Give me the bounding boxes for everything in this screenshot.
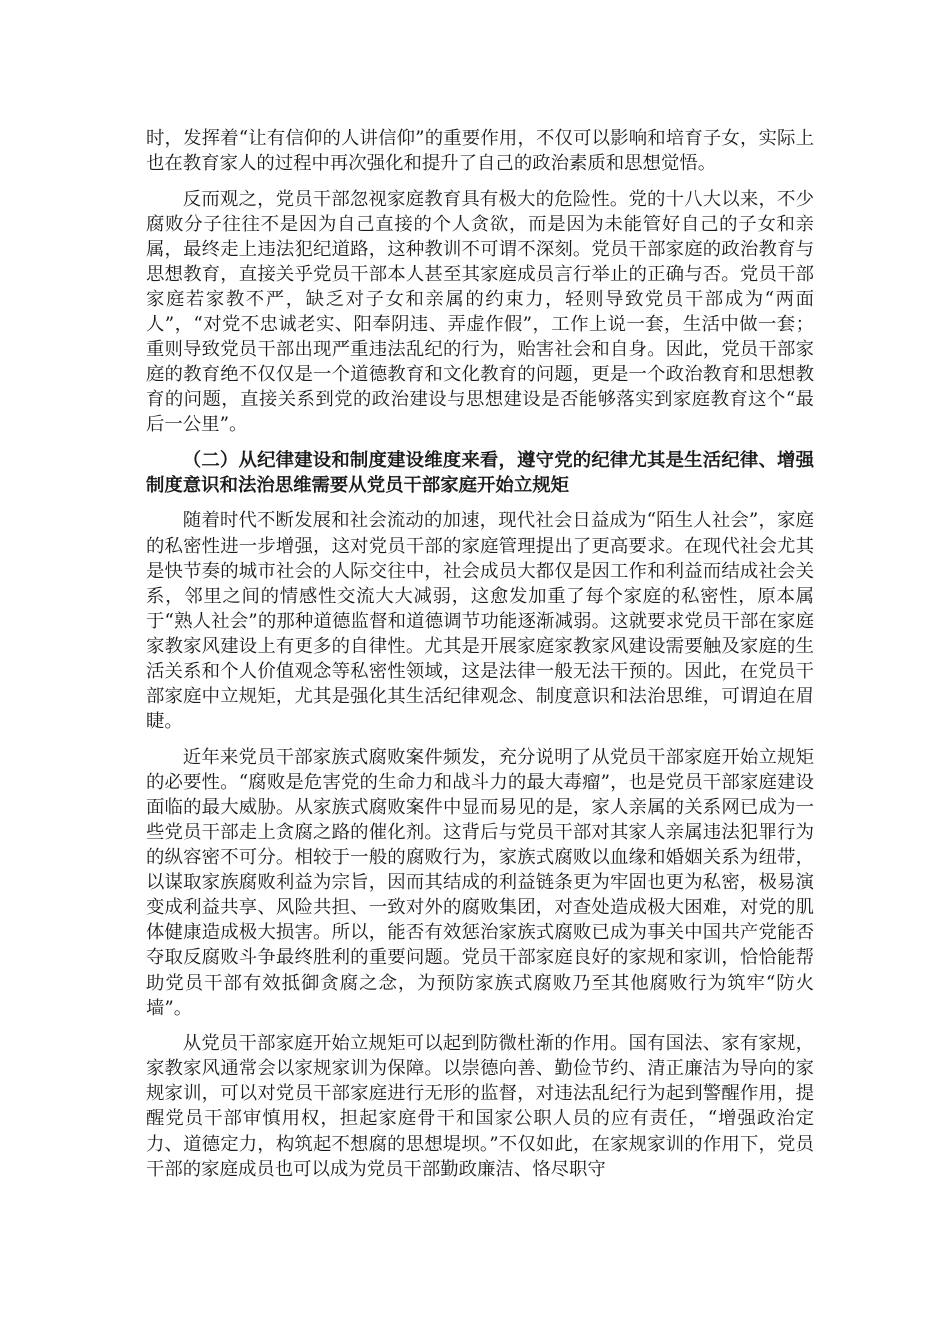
- paragraph-stranger-society: 随着时代不断发展和社会流动的加速，现代社会日益成为“陌生人社会”，家庭的私密性进一步增强，这对党员干部的家庭管理提出了更高要求。在现代社会尤其是快节奏的城市社会的人际交往中，社会成员大都仅是因工作和利益而结成社会关系，邻里之间的情感性交流大大减弱，这愈发加重了每个家庭的私密性，原本属于“熟人社会”的那种道德监督和道德调节功能逐渐减弱。这就要求党员干部在家庭家教家风建设上有更多的自律性。尤其是开展家庭家教家风建设需要触及家庭的生活关系和个人价值观念等私密性领域，这是法律一般无法干预的。因此，在党员干部家庭中立规矩，尤其是强化其生活纪律观念、制度意识和法治思维，可谓迫在眉睫。: [146, 510, 814, 733]
- section-heading-discipline: （二）从纪律建设和制度建设维度来看，遵守党的纪律尤其是生活纪律、增强制度意识和法治思维需要从党员干部家庭开始立规矩: [146, 449, 814, 496]
- paragraph-family-rules: 从党员干部家庭开始立规矩可以起到防微杜渐的作用。国有国法、家有家规，家教家风通常会以家规家训为保障。以崇德向善、勤俭节约、清正廉洁为导向的家规家训，可以对党员干部家庭进行无形的监督，对违法乱纪行为起到警醒作用，提醒党员干部审慎用权，担起家庭骨干和国家公职人员的应有责任，“增强政治定力、道德定力，构筑起不想腐的思想堤坝。”不仅如此，在家规家训的作用下，党员干部的家庭成员也可以成为党员干部勤政廉洁、恪尽职守: [146, 1033, 814, 1180]
- paragraph-danger-of-neglect: 反而观之，党员干部忽视家庭教育具有极大的危险性。党的十八大以来，不少腐败分子往往不是因为自己直接的个人贪欲，而是因为未能管好自己的子女和亲属，最终走上违法犯纪道路，这种教训不可谓不深刻。党员干部家庭的政治教育与思想教育，直接关乎党员干部本人甚至其家庭成员言行举止的正确与否。党员干部家庭若家教不严，缺乏对子女和亲属的约束力，轻则导致党员干部成为“两面人”，“对党不忠诚老实、阳奉阴违、弄虚作假”，工作上说一套，生活中做一套；重则导致党员干部出现严重违法乱纪的行为，贻害社会和自身。因此，党员干部家庭的教育绝不仅仅是一个道德教育和文化教育的问题，更是一个政治教育和思想教育的问题，直接关系到党的政治建设与思想建设是否能够落实到家庭教育这个“最后一公里”。: [146, 188, 814, 436]
- document-page: [146, 126, 814, 1192]
- paragraph-continued: 时，发挥着“让有信仰的人讲信仰”的重要作用，不仅可以影响和培育子女，实际上也在教育家人的过程中再次强化和提升了自己的政治素质和思想觉悟。: [146, 128, 814, 175]
- paragraph-family-corruption: 近年来党员干部家族式腐败案件频发，充分说明了从党员干部家庭开始立规矩的必要性。“腐败是危害党的生命力和战斗力的最大毒瘤”，也是党员干部家庭建设面临的最大威胁。从家族式腐败案件中显而易见的是，家人亲属的关系网已成为一些党员干部走上贪腐之路的催化剂。这背后与党员干部对其家人亲属违法犯罪行为的纵容密不可分。相较于一般的腐败行为，家族式腐败以血缘和婚姻关系为纽带，以谋取家族腐败利益为宗旨，因而其结成的利益链条更为牢固也更为私密，极易演变成利益共享、风险共担、一致对外的腐败集团，对查处造成极大困难，对党的肌体健康造成极大损害。所以，能否有效惩治家族式腐败已成为事关中国共产党能否夺取反腐败斗争最终胜利的重要问题。党员干部家庭良好的家规和家训，恰恰能帮助党员干部有效抵御贪腐之念，为预防家族式腐败乃至其他腐败行为筑牢“防火墙”。: [146, 746, 814, 1019]
